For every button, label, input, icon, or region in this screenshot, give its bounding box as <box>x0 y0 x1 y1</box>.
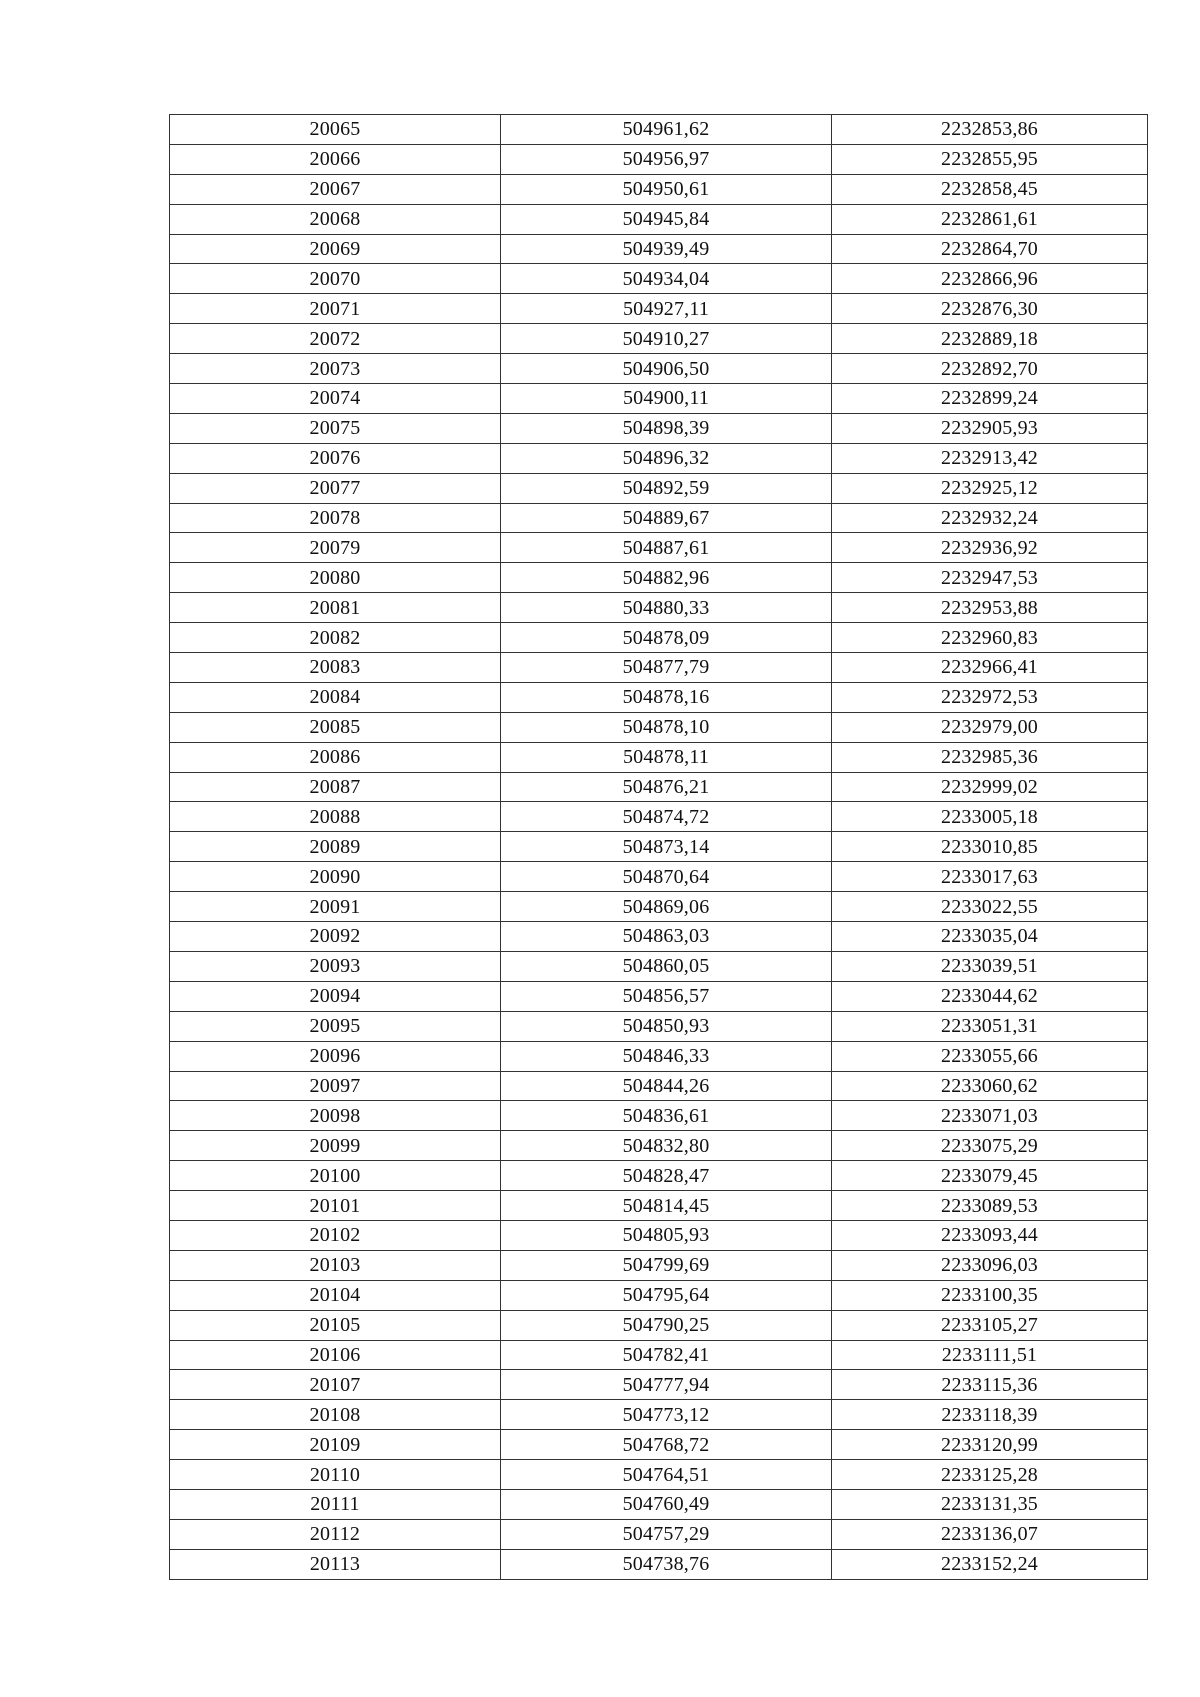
x-coordinate-cell: 504870,64 <box>501 862 832 892</box>
x-coordinate-cell: 504863,03 <box>501 922 832 952</box>
table-row <box>170 1489 1148 1519</box>
x-coordinate-cell: 504878,16 <box>501 682 832 712</box>
x-coordinate-cell: 504844,26 <box>501 1071 832 1101</box>
x-coordinate-cell: 504876,21 <box>501 772 832 802</box>
x-coordinate-cell: 504889,67 <box>501 503 832 533</box>
point-number-cell: 20101 <box>170 1191 501 1221</box>
y-coordinate-cell: 2232979,00 <box>832 712 1148 742</box>
point-number-cell: 20113 <box>170 1549 501 1579</box>
table-row <box>170 1430 1148 1460</box>
point-number-cell: 20088 <box>170 802 501 832</box>
point-number-cell: 20068 <box>170 204 501 234</box>
y-coordinate-cell: 2233035,04 <box>832 922 1148 952</box>
x-coordinate-cell: 504950,61 <box>501 174 832 204</box>
point-number-cell: 20112 <box>170 1519 501 1549</box>
table-row <box>170 1310 1148 1340</box>
point-number-cell: 20098 <box>170 1101 501 1131</box>
x-coordinate-cell: 504836,61 <box>501 1101 832 1131</box>
x-coordinate-cell: 504882,96 <box>501 563 832 593</box>
table-row <box>170 1250 1148 1280</box>
table-row <box>170 802 1148 832</box>
table-row <box>170 563 1148 593</box>
y-coordinate-cell: 2232905,93 <box>832 413 1148 443</box>
x-coordinate-cell: 504898,39 <box>501 413 832 443</box>
point-number-cell: 20080 <box>170 563 501 593</box>
point-number-cell: 20074 <box>170 384 501 414</box>
y-coordinate-cell: 2233039,51 <box>832 951 1148 981</box>
table-row <box>170 653 1148 683</box>
point-number-cell: 20107 <box>170 1370 501 1400</box>
table-row <box>170 1370 1148 1400</box>
table-row <box>170 443 1148 473</box>
y-coordinate-cell: 2232947,53 <box>832 563 1148 593</box>
table-row <box>170 354 1148 384</box>
table-row <box>170 623 1148 653</box>
y-coordinate-cell: 2232999,02 <box>832 772 1148 802</box>
point-number-cell: 20092 <box>170 922 501 952</box>
table-row <box>170 115 1148 145</box>
point-number-cell: 20071 <box>170 294 501 324</box>
x-coordinate-cell: 504777,94 <box>501 1370 832 1400</box>
table-row <box>170 1071 1148 1101</box>
x-coordinate-cell: 504757,29 <box>501 1519 832 1549</box>
table-row <box>170 981 1148 1011</box>
point-number-cell: 20086 <box>170 742 501 772</box>
table-row <box>170 1011 1148 1041</box>
x-coordinate-cell: 504878,11 <box>501 742 832 772</box>
table-row <box>170 1220 1148 1250</box>
x-coordinate-cell: 504790,25 <box>501 1310 832 1340</box>
y-coordinate-cell: 2233100,35 <box>832 1280 1148 1310</box>
y-coordinate-cell: 2232932,24 <box>832 503 1148 533</box>
table-row <box>170 234 1148 264</box>
point-number-cell: 20111 <box>170 1489 501 1519</box>
x-coordinate-cell: 504846,33 <box>501 1041 832 1071</box>
x-coordinate-cell: 504850,93 <box>501 1011 832 1041</box>
y-coordinate-cell: 2233055,66 <box>832 1041 1148 1071</box>
point-number-cell: 20100 <box>170 1161 501 1191</box>
point-number-cell: 20093 <box>170 951 501 981</box>
point-number-cell: 20103 <box>170 1250 501 1280</box>
y-coordinate-cell: 2232972,53 <box>832 682 1148 712</box>
y-coordinate-cell: 2233096,03 <box>832 1250 1148 1280</box>
table-row <box>170 144 1148 174</box>
y-coordinate-cell: 2232985,36 <box>832 742 1148 772</box>
y-coordinate-cell: 2233060,62 <box>832 1071 1148 1101</box>
point-number-cell: 20095 <box>170 1011 501 1041</box>
table-row <box>170 324 1148 354</box>
y-coordinate-cell: 2233079,45 <box>832 1161 1148 1191</box>
y-coordinate-cell: 2233118,39 <box>832 1400 1148 1430</box>
table-row <box>170 1161 1148 1191</box>
point-number-cell: 20084 <box>170 682 501 712</box>
table-row <box>170 593 1148 623</box>
x-coordinate-cell: 504878,10 <box>501 712 832 742</box>
table-row <box>170 1131 1148 1161</box>
y-coordinate-cell: 2233115,36 <box>832 1370 1148 1400</box>
x-coordinate-cell: 504773,12 <box>501 1400 832 1430</box>
y-coordinate-cell: 2232899,24 <box>832 384 1148 414</box>
table-row <box>170 204 1148 234</box>
table-row <box>170 742 1148 772</box>
point-number-cell: 20109 <box>170 1430 501 1460</box>
x-coordinate-cell: 504939,49 <box>501 234 832 264</box>
y-coordinate-cell: 2232960,83 <box>832 623 1148 653</box>
y-coordinate-cell: 2232858,45 <box>832 174 1148 204</box>
table-row <box>170 712 1148 742</box>
x-coordinate-cell: 504880,33 <box>501 593 832 623</box>
point-number-cell: 20070 <box>170 264 501 294</box>
point-number-cell: 20106 <box>170 1340 501 1370</box>
coordinates-table <box>169 114 1148 1580</box>
table-row <box>170 384 1148 414</box>
y-coordinate-cell: 2233093,44 <box>832 1220 1148 1250</box>
table-row <box>170 294 1148 324</box>
point-number-cell: 20094 <box>170 981 501 1011</box>
x-coordinate-cell: 504873,14 <box>501 832 832 862</box>
table-row <box>170 772 1148 802</box>
point-number-cell: 20077 <box>170 473 501 503</box>
point-number-cell: 20072 <box>170 324 501 354</box>
x-coordinate-cell: 504856,57 <box>501 981 832 1011</box>
y-coordinate-cell: 2233075,29 <box>832 1131 1148 1161</box>
point-number-cell: 20083 <box>170 653 501 683</box>
point-number-cell: 20110 <box>170 1460 501 1490</box>
y-coordinate-cell: 2232925,12 <box>832 473 1148 503</box>
y-coordinate-cell: 2232861,61 <box>832 204 1148 234</box>
y-coordinate-cell: 2233017,63 <box>832 862 1148 892</box>
y-coordinate-cell: 2233111,51 <box>832 1340 1148 1370</box>
point-number-cell: 20096 <box>170 1041 501 1071</box>
y-coordinate-cell: 2233005,18 <box>832 802 1148 832</box>
x-coordinate-cell: 504832,80 <box>501 1131 832 1161</box>
point-number-cell: 20108 <box>170 1400 501 1430</box>
y-coordinate-cell: 2233125,28 <box>832 1460 1148 1490</box>
y-coordinate-cell: 2233152,24 <box>832 1549 1148 1579</box>
x-coordinate-cell: 504927,11 <box>501 294 832 324</box>
x-coordinate-cell: 504961,62 <box>501 115 832 145</box>
point-number-cell: 20076 <box>170 443 501 473</box>
x-coordinate-cell: 504799,69 <box>501 1250 832 1280</box>
y-coordinate-cell: 2232853,86 <box>832 115 1148 145</box>
y-coordinate-cell: 2233089,53 <box>832 1191 1148 1221</box>
table-row <box>170 473 1148 503</box>
y-coordinate-cell: 2232936,92 <box>832 533 1148 563</box>
y-coordinate-cell: 2232966,41 <box>832 653 1148 683</box>
point-number-cell: 20085 <box>170 712 501 742</box>
table-row <box>170 682 1148 712</box>
point-number-cell: 20069 <box>170 234 501 264</box>
x-coordinate-cell: 504814,45 <box>501 1191 832 1221</box>
point-number-cell: 20081 <box>170 593 501 623</box>
y-coordinate-cell: 2232889,18 <box>832 324 1148 354</box>
x-coordinate-cell: 504877,79 <box>501 653 832 683</box>
point-number-cell: 20075 <box>170 413 501 443</box>
point-number-cell: 20090 <box>170 862 501 892</box>
point-number-cell: 20067 <box>170 174 501 204</box>
table-row <box>170 413 1148 443</box>
table-row <box>170 832 1148 862</box>
point-number-cell: 20105 <box>170 1310 501 1340</box>
x-coordinate-cell: 504738,76 <box>501 1549 832 1579</box>
table-row <box>170 1340 1148 1370</box>
y-coordinate-cell: 2233010,85 <box>832 832 1148 862</box>
x-coordinate-cell: 504760,49 <box>501 1489 832 1519</box>
y-coordinate-cell: 2233105,27 <box>832 1310 1148 1340</box>
y-coordinate-cell: 2233120,99 <box>832 1430 1148 1460</box>
point-number-cell: 20102 <box>170 1220 501 1250</box>
point-number-cell: 20066 <box>170 144 501 174</box>
coordinates-table-body <box>170 115 1148 1580</box>
point-number-cell: 20079 <box>170 533 501 563</box>
x-coordinate-cell: 504764,51 <box>501 1460 832 1490</box>
y-coordinate-cell: 2232866,96 <box>832 264 1148 294</box>
y-coordinate-cell: 2232913,42 <box>832 443 1148 473</box>
x-coordinate-cell: 504795,64 <box>501 1280 832 1310</box>
y-coordinate-cell: 2233136,07 <box>832 1519 1148 1549</box>
point-number-cell: 20087 <box>170 772 501 802</box>
table-row <box>170 503 1148 533</box>
table-row <box>170 533 1148 563</box>
table-row <box>170 1400 1148 1430</box>
y-coordinate-cell: 2232864,70 <box>832 234 1148 264</box>
x-coordinate-cell: 504934,04 <box>501 264 832 294</box>
x-coordinate-cell: 504869,06 <box>501 892 832 922</box>
table-row <box>170 174 1148 204</box>
table-row <box>170 951 1148 981</box>
point-number-cell: 20104 <box>170 1280 501 1310</box>
point-number-cell: 20091 <box>170 892 501 922</box>
x-coordinate-cell: 504768,72 <box>501 1430 832 1460</box>
x-coordinate-cell: 504896,32 <box>501 443 832 473</box>
table-row <box>170 1101 1148 1131</box>
point-number-cell: 20097 <box>170 1071 501 1101</box>
table-row <box>170 922 1148 952</box>
y-coordinate-cell: 2233051,31 <box>832 1011 1148 1041</box>
table-row <box>170 1549 1148 1579</box>
point-number-cell: 20073 <box>170 354 501 384</box>
x-coordinate-cell: 504906,50 <box>501 354 832 384</box>
table-row <box>170 1041 1148 1071</box>
point-number-cell: 20089 <box>170 832 501 862</box>
table-row <box>170 1191 1148 1221</box>
table-row <box>170 892 1148 922</box>
y-coordinate-cell: 2232876,30 <box>832 294 1148 324</box>
table-row <box>170 264 1148 294</box>
y-coordinate-cell: 2233044,62 <box>832 981 1148 1011</box>
x-coordinate-cell: 504782,41 <box>501 1340 832 1370</box>
x-coordinate-cell: 504910,27 <box>501 324 832 354</box>
y-coordinate-cell: 2232855,95 <box>832 144 1148 174</box>
x-coordinate-cell: 504805,93 <box>501 1220 832 1250</box>
x-coordinate-cell: 504860,05 <box>501 951 832 981</box>
table-row <box>170 1280 1148 1310</box>
x-coordinate-cell: 504892,59 <box>501 473 832 503</box>
x-coordinate-cell: 504900,11 <box>501 384 832 414</box>
x-coordinate-cell: 504956,97 <box>501 144 832 174</box>
y-coordinate-cell: 2233071,03 <box>832 1101 1148 1131</box>
x-coordinate-cell: 504878,09 <box>501 623 832 653</box>
y-coordinate-cell: 2233022,55 <box>832 892 1148 922</box>
table-row <box>170 862 1148 892</box>
y-coordinate-cell: 2232892,70 <box>832 354 1148 384</box>
table-row <box>170 1519 1148 1549</box>
table-row <box>170 1460 1148 1490</box>
x-coordinate-cell: 504874,72 <box>501 802 832 832</box>
x-coordinate-cell: 504828,47 <box>501 1161 832 1191</box>
y-coordinate-cell: 2232953,88 <box>832 593 1148 623</box>
point-number-cell: 20065 <box>170 115 501 145</box>
y-coordinate-cell: 2233131,35 <box>832 1489 1148 1519</box>
point-number-cell: 20082 <box>170 623 501 653</box>
x-coordinate-cell: 504887,61 <box>501 533 832 563</box>
point-number-cell: 20099 <box>170 1131 501 1161</box>
point-number-cell: 20078 <box>170 503 501 533</box>
x-coordinate-cell: 504945,84 <box>501 204 832 234</box>
